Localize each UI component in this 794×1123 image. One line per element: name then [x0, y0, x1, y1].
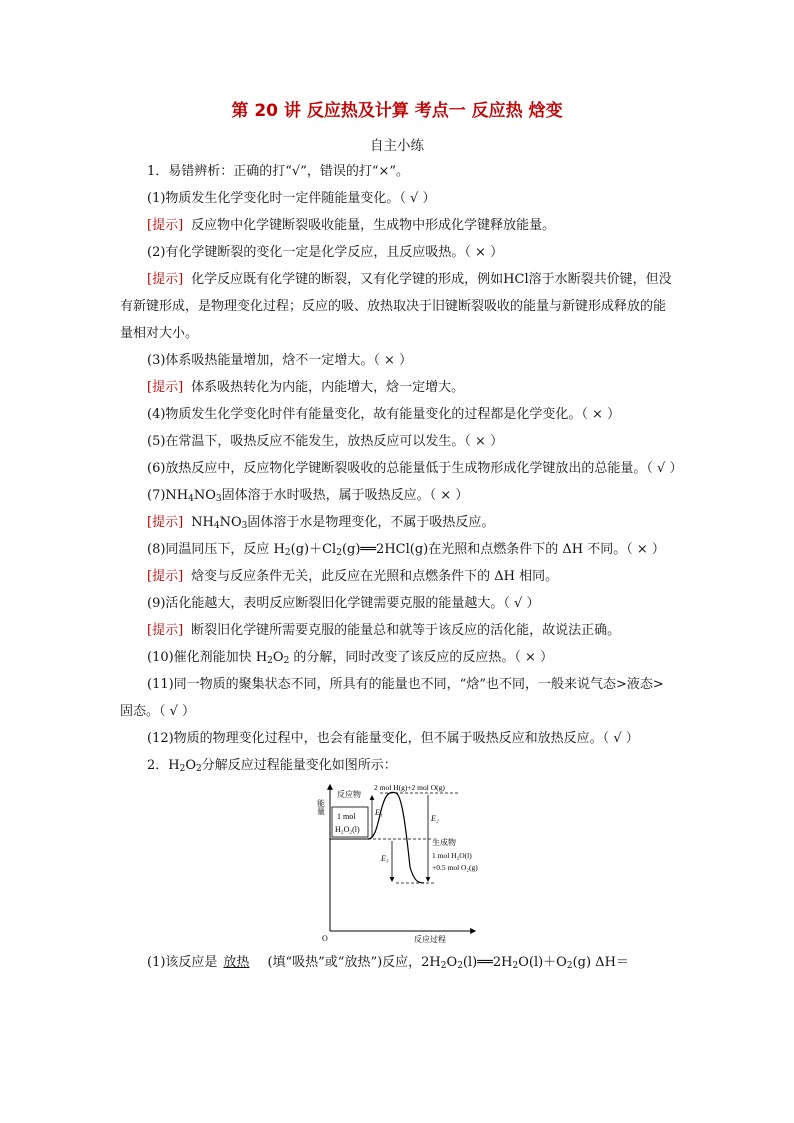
content: [120, 158, 683, 976]
e3-label: E₃: [381, 854, 389, 863]
hint-tag: [提示]: [147, 515, 184, 530]
hint-8: [提示] 焓变与反应条件无关，此反应在光照和点燃条件下的 ΔH 相同。: [147, 569, 559, 584]
energy-diagram-svg: [316, 781, 480, 946]
item-4: (4)物质发生化学变化时伴有能量变化，故有能量变化的过程都是化学变化。（ × ）: [147, 407, 621, 422]
item-1: (1)物质发生化学变化时一定伴随能量变化。（ √ ）: [147, 191, 436, 206]
item-5: (5)在常温下，吸热反应不能发生，放热反应可以发生。（ × ）: [147, 434, 504, 449]
item-3: (3)体系吸热能量增加，焓不一定增大。（ × ）: [147, 353, 413, 368]
hint-tag: [提示]: [147, 569, 184, 584]
hint-9: [提示] 断裂旧化学键所需要克服的能量总和就等于该反应的活化能，故说法正确。: [147, 623, 621, 638]
hint-tag: [提示]: [147, 272, 184, 287]
page-title: 第 20 讲 反应热及计算 考点一 反应热 焓变: [231, 101, 563, 121]
y-axis-label: 能量: [316, 799, 326, 815]
top-level-label: 2 mol H(g)+2 mol O(g): [374, 783, 445, 792]
product-line-2: +0.5 mol O₂(g): [432, 863, 478, 872]
energy-curve: [368, 792, 424, 883]
product-label: 生成物: [432, 838, 456, 847]
reactant-label: 反应物: [337, 790, 361, 799]
item-12: (12)物质的物理变化过程中，也会有能量变化，但不属于吸热反应和放热反应。（ √ ）: [147, 731, 639, 746]
reactant-formula: H₂O₂(l): [335, 825, 360, 834]
answer-blank: 放热: [223, 955, 250, 970]
reactant-amount: 1 mol: [337, 812, 356, 821]
item-9: (9)活化能越大，表明反应断裂旧化学键需要克服的能量越大。（ √ ）: [147, 596, 540, 611]
energy-diagram: [120, 779, 676, 949]
e2-label: E₂: [431, 814, 439, 823]
hint-1: [提示] 反应物中化学键断裂吸收能量，生成物中形成化学键释放能量。: [147, 218, 556, 233]
section-subtitle: 自主小练: [370, 138, 424, 154]
hint-7: [提示] $NH_4NO_3$固体溶于水是物理变化，不属于吸热反应。: [147, 515, 495, 531]
product-line-1: 1 mol H₂O(l): [432, 851, 472, 860]
hint-tag: [提示]: [147, 380, 184, 395]
item-11: (11)同一物质的聚集状态不同，所具有的能量也不同，“焓”也不同，一般来说气态>液态>固态。（ √ ）: [120, 677, 664, 719]
question-2-intro: 2．$H_2O_2$分解反应过程能量变化如图所示：: [147, 758, 397, 774]
item-7: $(7)NH_4NO_3$固体溶于水时吸热，属于吸热反应。（ × ）: [147, 488, 469, 504]
origin-label: O: [322, 934, 328, 943]
item-8: (8)同温同压下，反应 $H_2(g)+Cl_2(g)══2HCl(g)$在光照和点燃条件下的 ΔH 不同。（ × ）: [147, 542, 665, 558]
hint-tag: [提示]: [147, 623, 184, 638]
item-6: (6)放热反应中，反应物化学键断裂吸收的总能量低于生成物形成化学键放出的总能量。（ √ ）: [147, 461, 683, 476]
hint-2: [提示] 化学反应既有化学键的断裂，又有化学键的形成，例如HCl溶于水断裂共价键，但没有新键形成，是物理变化过程；反应的吸、放热取决于旧键断裂吸收的能量与新键形成释放的能量相对大小。: [120, 272, 672, 341]
question-1-intro: 1．易错辨析：正确的打“√”，错误的打“×”。: [147, 164, 410, 179]
hint-tag: [提示]: [147, 218, 184, 233]
e1-label: E₁: [375, 808, 383, 817]
item-10: (10)催化剂能加快 $H_2O_2$ 的分解，同时改变了该反应的反应热。（ × ）: [147, 650, 554, 666]
x-axis-label: 反应过程: [414, 935, 446, 944]
hint-3: [提示] 体系吸热转化为内能，内能增大，焓一定增大。: [147, 380, 465, 395]
item-2: (2)有化学键断裂的变化一定是化学反应，且反应吸热。（ × ）: [147, 245, 504, 260]
sub-question-1: (1)该反应是 放热 (填“吸热”或“放热”)反应，$2H_2O_2(l)══2H_2O(l)+O_2(g)$ ΔH＝: [147, 955, 629, 971]
